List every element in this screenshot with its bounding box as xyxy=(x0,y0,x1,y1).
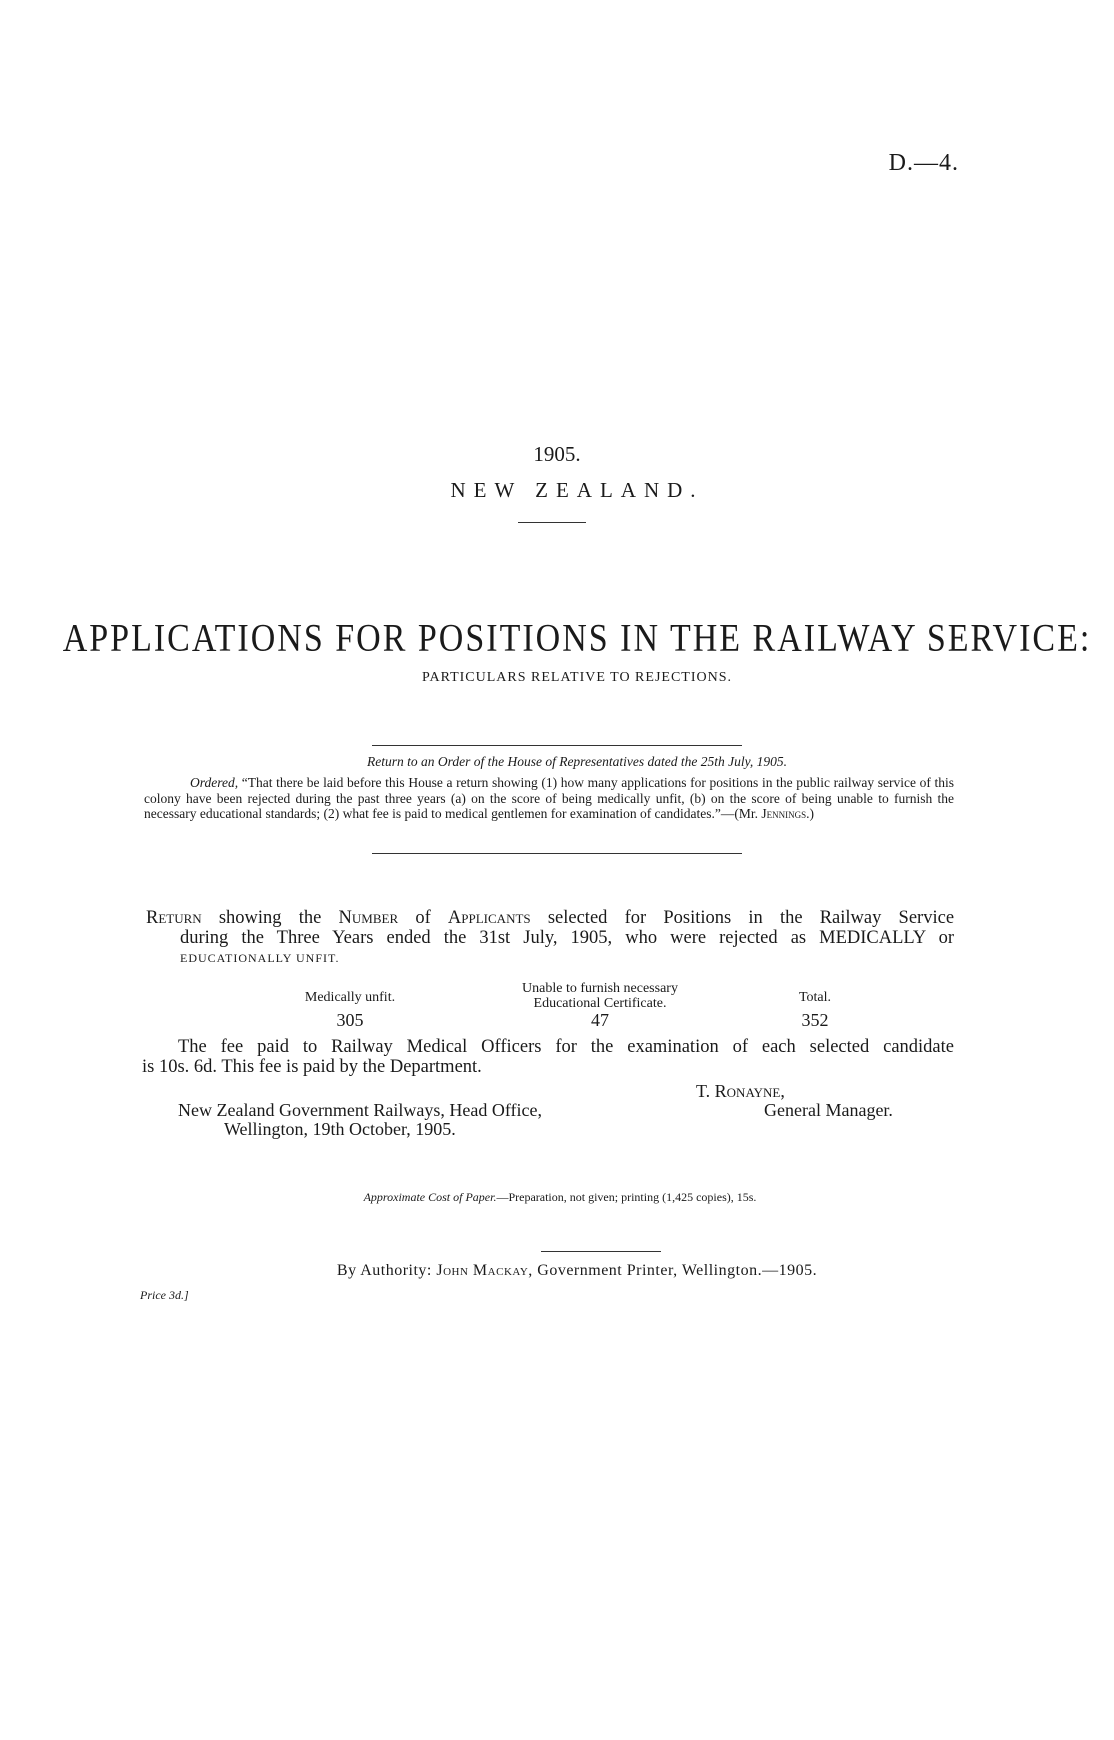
signatory-title: General Manager. xyxy=(764,1100,893,1120)
ordered-text xyxy=(144,775,954,822)
authority-suffix: , Government Printer, Wellington.—1905. xyxy=(528,1262,818,1279)
cost-text: —Preparation, not given; printing (1,425 copies), 15s. xyxy=(496,1190,757,1204)
divider-rule xyxy=(518,522,586,523)
divider-rule xyxy=(372,853,742,854)
fee-paragraph xyxy=(142,1037,954,1077)
header-educational xyxy=(470,981,730,1011)
fee-line-1: The fee paid to Railway Medical Officers for the examination of each selected candidate xyxy=(178,1037,954,1057)
printer-name: John Mackay xyxy=(436,1262,529,1279)
authority-prefix: By Authority: xyxy=(336,1262,432,1279)
header-educational-line-2: Educational Certificate. xyxy=(533,996,667,1011)
return-heading-line-3: EDUCATIONALLY UNFIT. xyxy=(180,951,340,965)
signature-place-date: Wellington, 19th October, 1905. xyxy=(224,1119,456,1139)
page-subtitle: PARTICULARS RELATIVE TO REJECTIONS. xyxy=(421,670,733,685)
price-label: Price 3d.] xyxy=(140,1288,189,1302)
word-number: Number xyxy=(338,908,399,928)
signatory-name: T. Ronayne, xyxy=(696,1081,785,1101)
cost-label: Approximate Cost of Paper. xyxy=(363,1190,497,1204)
value-medically-unfit: 305 xyxy=(336,1010,364,1030)
return-heading-text: selected for Positions in the Railway Service xyxy=(547,908,955,928)
year-heading: 1905. xyxy=(533,442,581,466)
value-total: 352 xyxy=(801,1010,829,1030)
authority-line xyxy=(0,1262,1114,1280)
word-applicants: Applicants xyxy=(447,908,531,928)
cost-of-paper-line xyxy=(0,1190,1114,1205)
divider-rule xyxy=(372,745,742,746)
return-order-line: Return to an Order of the House of Representatives dated the 25th July, 1905. xyxy=(366,754,788,769)
return-heading-text: of xyxy=(415,908,431,928)
word-return: Return xyxy=(146,908,202,928)
ordered-paragraph xyxy=(144,775,954,822)
divider-rule xyxy=(541,1251,661,1252)
ordered-end: .) xyxy=(806,806,815,821)
header-medically-unfit: Medically unfit. xyxy=(304,990,396,1005)
header-educational-line-1: Unable to furnish necessary xyxy=(522,981,678,996)
return-heading-text: showing the xyxy=(218,908,322,928)
ordered-body: “That there be laid before this House a return showing (1) how many applications for positions in the public railway service of this colony have been rejected during the past three years (a) on the score of being medically unfit, (b) on the score of being unable to furnish the necessary educational standards; (2) what fee is paid to medical gentlemen for examination of candidates.”—(Mr. xyxy=(144,775,955,821)
return-heading-line-1 xyxy=(146,908,954,928)
country-heading: NEW ZEALAND. xyxy=(450,478,704,502)
page-title: APPLICATIONS FOR POSITIONS IN THE RAILWAY SERVICE: xyxy=(62,617,1092,660)
return-heading-line-2: during the Three Years ended the 31st July, 1905, who were rejected as MEDICALLY or xyxy=(180,928,954,948)
fee-line-2: is 10s. 6d. This fee is paid by the Department. xyxy=(142,1057,482,1077)
header-total: Total. xyxy=(798,990,832,1005)
ordered-label: Ordered, xyxy=(190,775,239,790)
ordered-member: Jennings xyxy=(761,806,807,821)
value-educational: 47 xyxy=(591,1010,609,1030)
document-code: D.—4. xyxy=(888,150,959,176)
return-heading xyxy=(146,908,954,968)
signature-organisation: New Zealand Government Railways, Head Office, xyxy=(178,1100,543,1120)
